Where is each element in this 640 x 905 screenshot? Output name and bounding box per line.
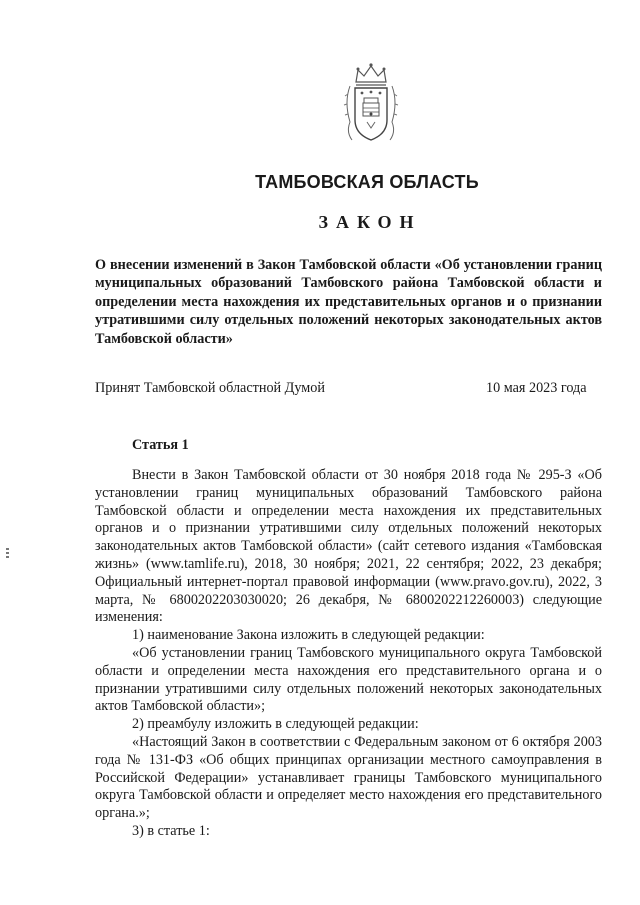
adopted-by: Принят Тамбовской областной Думой (95, 380, 325, 396)
article-paragraph: «Настоящий Закон в соответствии с Федеральным законом от 6 октября 2003 года № 131-ФЗ «Об общих принципах организации местного самоуправления в Российской Федерации» устанавливает границы Тамбовского муниципального округа Тамбовской области и определяет место нахождения его представительного органа.»; (95, 733, 602, 822)
adoption-date: 10 мая 2023 года (486, 380, 587, 396)
article-paragraph: «Об установлении границ Тамбовского муниципального округа Тамбовской области и определении места нахождения его представительного органа и о признании утратившими силу отдельных положений некоторых законодательных актов Тамбовской области»; (95, 644, 602, 715)
article-paragraph: Внести в Закон Тамбовской области от 30 ноября 2018 года № 295-З «Об установлении границ муниципальных образований Тамбовского района Тамбовской области и определении места нахождения их представительных органов и о признании утратившими силу отдельных положений некоторых законодательных актов Тамбовской области» (сайт сетевого издания «Тамбовская жизнь» (www.tamlife.ru), 2018, 30 ноября; 2021, 22 сентября; 2022, 23 декабря; Официальный интернет-портал правовой информации (www.pravo.gov.ru), 2022, 3 марта, № 6800202203030020; 26 декабря, № 6800202212260003) следующие изменения: (95, 467, 602, 626)
article-paragraph: 3) в статье 1: (132, 822, 210, 839)
tambov-coat-of-arms-icon (340, 62, 402, 144)
law-title: О внесении изменений в Закон Тамбовской области «Об установлении границ муниципальных образований Тамбовского района Тамбовской области и определении места нахождения их представительных органов и о признании утратившими силу отдельных положений некоторых законодательных актов Тамбовской области» (95, 257, 602, 347)
article-paragraph: 2) преамбулу изложить в следующей редакции: (132, 716, 419, 733)
article-body (95, 467, 602, 841)
scan-margin-mark (6, 548, 9, 560)
article-paragraph: 1) наименование Закона изложить в следующей редакции: (132, 627, 485, 644)
region-heading: ТАМБОВСКАЯ ОБЛАСТЬ (255, 172, 479, 192)
article-heading: Статья 1 (132, 437, 189, 453)
document-type-heading: ЗАКОН (318, 212, 422, 232)
